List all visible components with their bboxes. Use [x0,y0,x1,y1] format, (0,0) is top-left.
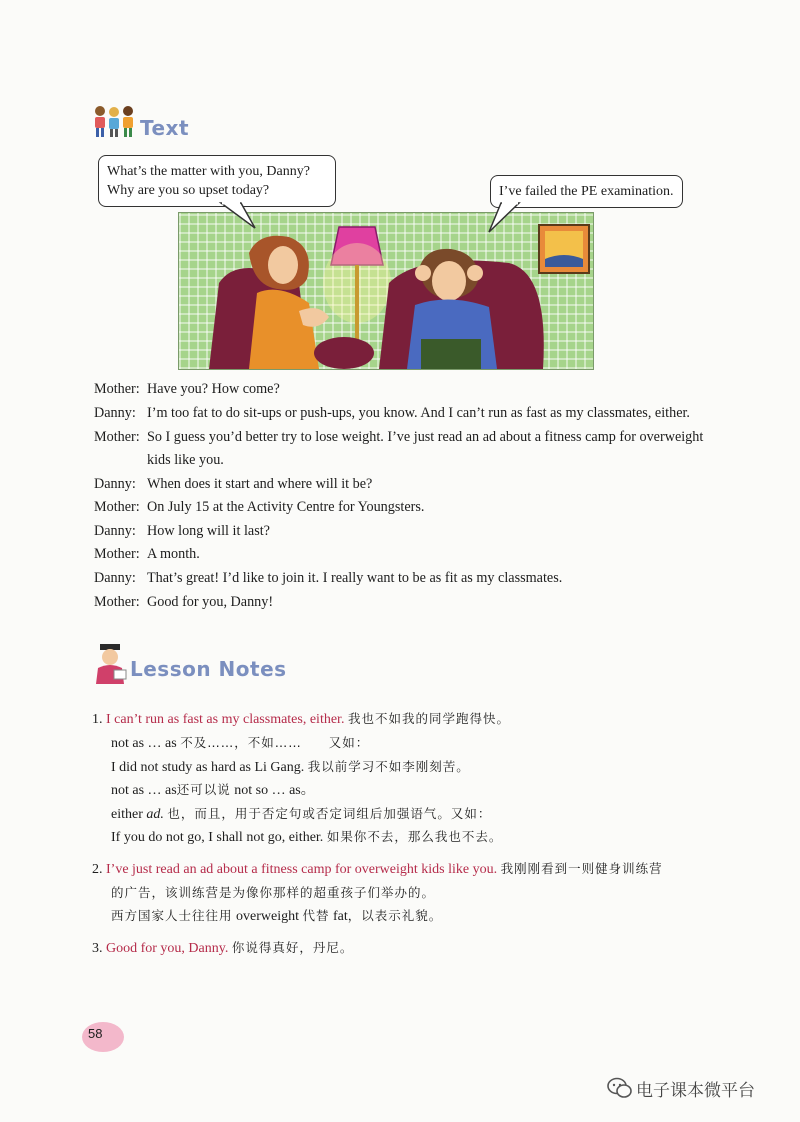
line-text: I’m too fat to do sit-ups or push-ups, you know. And I can’t run as fast as my classmates, either. [147,405,690,421]
note-line [111,828,502,847]
note-translation: 你说得真好，丹尼。 [231,940,354,955]
example: I did not study as hard as Li Gang. [111,760,305,775]
bubble-line: Why are you so upset today? [107,183,270,198]
word: overweight [236,909,299,924]
note-sentence: Good for you, Danny. [106,941,229,956]
note-3-heading [92,939,353,958]
lesson-notes-title: Lesson Notes [130,657,287,681]
dialogue-line [94,475,372,493]
note-sentence: I can’t run as fast as my classmates, either. [106,712,345,727]
phrase: not as … as [111,736,177,751]
explanation: 还可以说 [176,782,231,797]
speaker: Danny: [94,476,136,492]
note-1-heading [92,710,510,729]
example-translation: 我以前学习不如李刚刻苦。 [307,759,470,774]
line-text: That’s great! I’d like to join it. I really want to be as fit as my classmates. [147,570,563,586]
kids-group-icon [92,104,136,143]
word: either [111,807,143,822]
note-line: 的广告，该训练营是为像你那样的超重孩子们举办的。 [111,885,436,900]
page-number: 58 [88,1026,103,1041]
note-line [111,734,369,753]
word: fat [333,909,348,924]
explanation: 不及……，不如…… 又如： [180,735,370,750]
note-number: 1. [92,712,103,727]
speaker: Mother: [94,381,140,397]
teacher-icon [92,642,128,691]
wechat-icon [606,1076,634,1105]
line-text: How long will it last? [147,523,270,539]
speaker: Danny: [94,523,136,539]
bubble-tail [215,200,265,230]
note-line [111,805,491,824]
phrase: not so … as。 [234,783,315,798]
line-text: So I guess you’d better try to lose weight. I’ve just read an ad about a fitness camp for overweight [147,429,704,445]
dialogue-line [94,404,690,422]
explanation: ，以表示礼貌。 [347,908,443,923]
dialogue-line [94,428,703,446]
bubble-tail [485,200,535,236]
dialogue-line [94,593,273,611]
bubble-line: What’s the matter with you, Danny? [107,164,310,179]
text-section-title: Text [140,116,190,140]
dialogue-line [94,545,200,563]
line-text: Good for you, Danny! [147,594,274,610]
line-text: kids like you. [147,452,224,468]
part-of-speech: ad. [146,807,164,822]
line-text: On July 15 at the Activity Centre for Youngsters. [147,499,425,515]
danny-speech-bubble: I’ve failed the PE examination. [490,175,683,208]
explanation: 西方国家人士往往用 [111,908,233,923]
note-sentence: I’ve just read an ad about a fitness camp for overweight kids like you. [106,862,498,877]
speaker: Mother: [94,594,140,610]
speaker: Mother: [94,429,140,445]
note-line [111,781,315,800]
example-translation: 如果你不去，那么我也不去。 [326,829,503,844]
speaker: Danny: [94,405,136,421]
line-text: When does it start and where will it be? [147,476,373,492]
note-line [111,758,470,777]
dialogue-line [94,451,224,469]
note-number: 3. [92,941,103,956]
phrase: not as … as [111,783,177,798]
dialogue-line [94,522,270,540]
note-2-heading [92,860,663,879]
note-translation: 我刚刚看到一则健身训练营 [500,861,663,876]
explanation: 也，而且，用于否定句或否定词组后加强语气。又如： [167,806,492,821]
speaker: Mother: [94,546,140,562]
dialogue-line [94,569,562,587]
watermark-text: 电子课本微平台 [636,1081,755,1101]
dialogue-line [94,498,424,516]
note-line [111,907,442,926]
example: If you do not go, I shall not go, either. [111,830,324,845]
line-text: Have you? How come? [147,381,280,397]
speaker: Danny: [94,570,136,586]
speaker: Mother: [94,499,140,515]
dialogue-line [94,380,280,398]
note-translation: 我也不如我的同学跑得快。 [347,711,510,726]
line-text: A month. [147,546,200,562]
note-number: 2. [92,862,103,877]
explanation: 代替 [302,908,330,923]
